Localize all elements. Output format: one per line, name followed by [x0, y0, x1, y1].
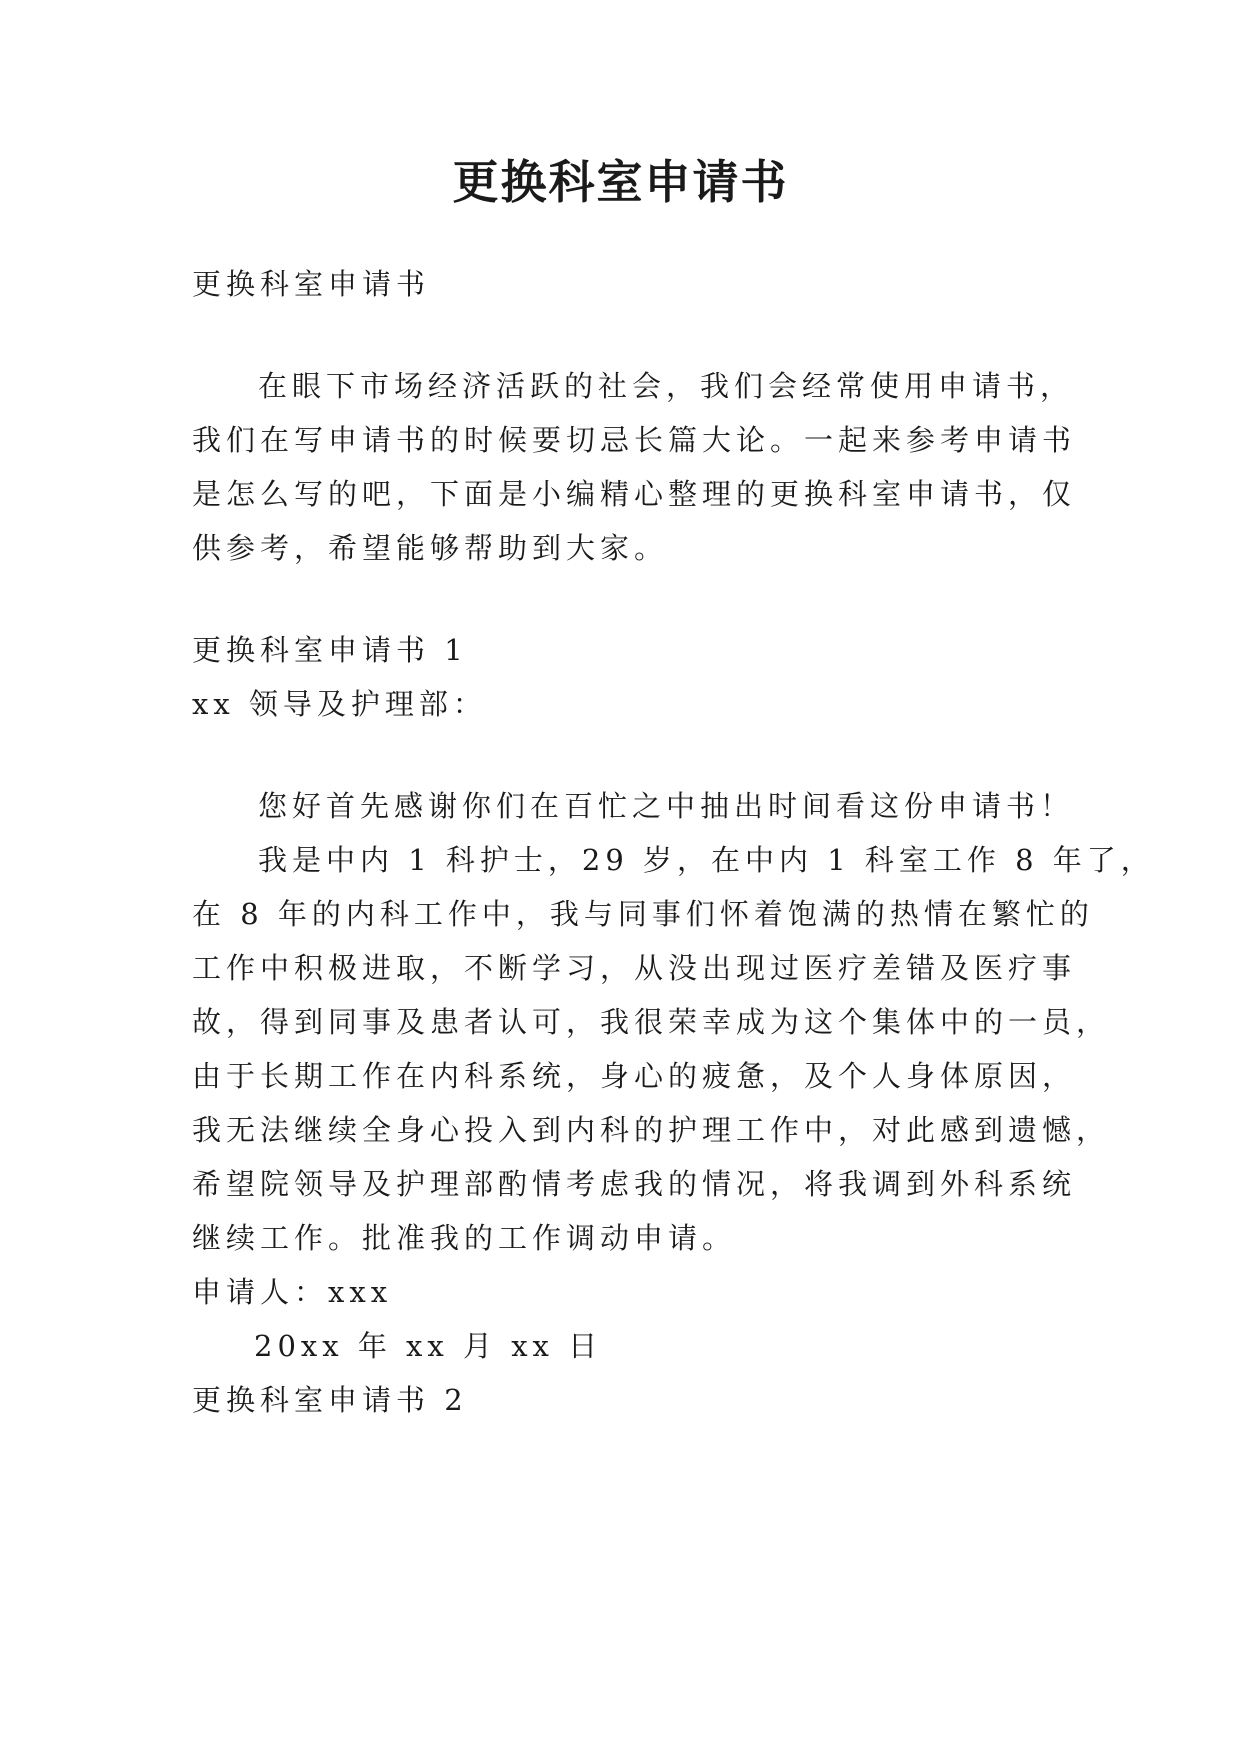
body-line: 希望院领导及护理部酌情考虑我的情况，将我调到外科系统 — [192, 1167, 1077, 1201]
intro-line: 是怎么写的吧，下面是小编精心整理的更换科室申请书，仅 — [192, 477, 1077, 511]
section1-heading: 更换科室申请书 1 — [192, 633, 468, 667]
body-line: 我无法继续全身心投入到内科的护理工作中，对此感到遗憾， — [192, 1113, 1111, 1147]
body-line: 由于长期工作在内科系统，身心的疲惫，及个人身体原因， — [192, 1059, 1077, 1093]
greeting: 您好首先感谢你们在百忙之中抽出时间看这份申请书！ — [258, 789, 1075, 823]
salutation: xx 领导及护理部： — [192, 687, 487, 721]
document-title: 更换科室申请书 — [452, 155, 789, 209]
body-line: 故，得到同事及患者认可，我很荣幸成为这个集体中的一员， — [192, 1005, 1111, 1039]
body-line: 工作中积极进取，不断学习，从没出现过医疗差错及医疗事 — [192, 951, 1077, 985]
intro-line: 我们在写申请书的时候要切忌长篇大论。一起来参考申请书 — [192, 423, 1077, 457]
intro-line: 供参考，希望能够帮助到大家。 — [192, 531, 669, 565]
section2-heading: 更换科室申请书 2 — [192, 1383, 468, 1417]
applicant: 申请人：xxx — [192, 1275, 393, 1309]
date: 20xx 年 xx 月 xx 日 — [254, 1329, 603, 1363]
intro-line: 在眼下市场经济活跃的社会，我们会经常使用申请书， — [258, 369, 1075, 403]
body-line: 在 8 年的内科工作中，我与同事们怀着饱满的热情在繁忙的 — [192, 897, 1094, 931]
body-line: 我是中内 1 科护士，29 岁，在中内 1 科室工作 8 年了， — [258, 843, 1155, 877]
document-subtitle: 更换科室申请书 — [192, 267, 431, 301]
body-line: 继续工作。批准我的工作调动申请。 — [192, 1221, 737, 1255]
